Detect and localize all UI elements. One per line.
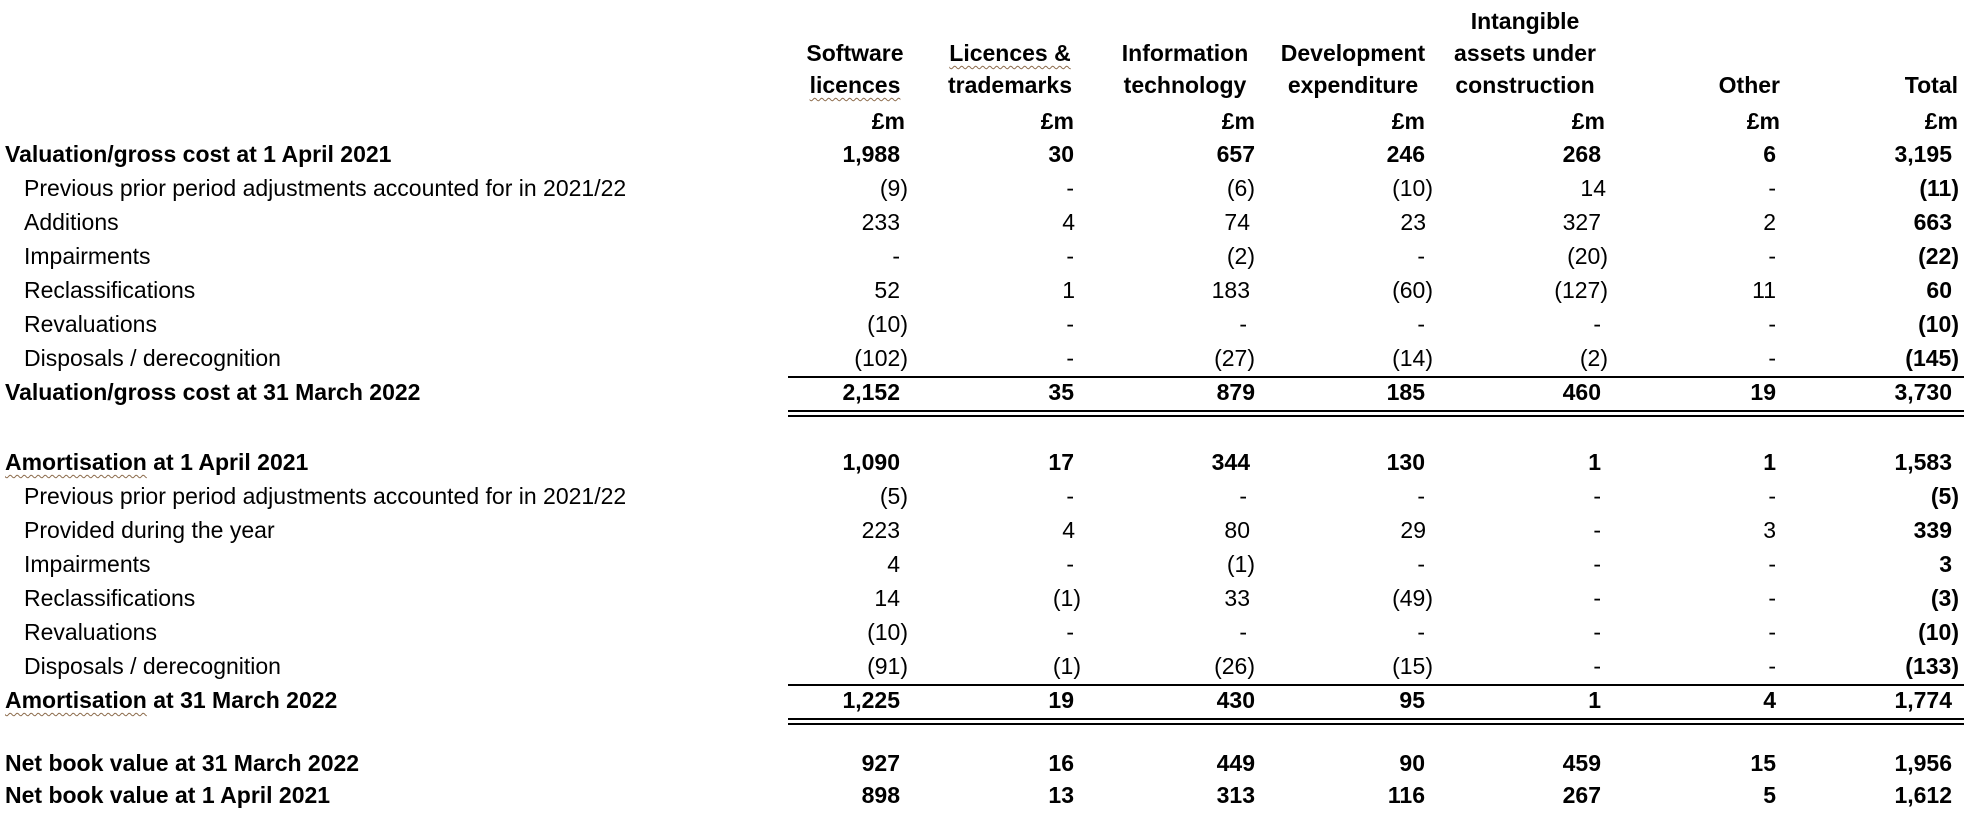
unit-iauc: £m <box>1571 108 1605 134</box>
cell-iauc: - <box>1593 585 1601 611</box>
row-label: Disposals / derecognition <box>24 345 281 371</box>
row-amortisation-revaluations <box>0 615 1966 649</box>
header-iauc-line1: Intangible <box>1470 8 1580 34</box>
row-amortisation-provided <box>0 513 1966 547</box>
cell-total: (5) <box>1930 483 1959 509</box>
cell-licences: 16 <box>1048 750 1074 776</box>
row-nbv-closing <box>0 746 1966 780</box>
cell-iauc: (127) <box>1554 277 1608 303</box>
cell-it: - <box>1239 483 1247 509</box>
cell-other: - <box>1768 483 1776 509</box>
cell-total: 663 <box>1913 209 1952 235</box>
row-label: Revaluations <box>24 311 157 337</box>
cell-total: 60 <box>1926 277 1952 303</box>
header-other: Other <box>1718 72 1780 98</box>
cell-licences: (1) <box>1052 585 1081 611</box>
cell-dev: 95 <box>1399 687 1425 713</box>
cell-other: 5 <box>1763 782 1776 808</box>
cell-total: 3,730 <box>1894 379 1952 405</box>
cell-total: 339 <box>1913 517 1952 543</box>
cell-other: 6 <box>1763 141 1776 167</box>
unit-total: £m <box>1924 108 1958 134</box>
row-amortisation-disposals <box>0 649 1966 683</box>
cell-total: (10) <box>1918 619 1959 645</box>
cell-iauc: 327 <box>1562 209 1601 235</box>
cell-iauc: - <box>1593 311 1601 337</box>
cell-software: 4 <box>887 551 900 577</box>
cell-licences: - <box>1066 243 1074 269</box>
cell-it: 449 <box>1216 750 1255 776</box>
cell-it: 879 <box>1216 379 1255 405</box>
cell-it: 74 <box>1224 209 1250 235</box>
cell-total: 1,583 <box>1894 449 1952 475</box>
cell-iauc: 1 <box>1588 687 1601 713</box>
row-label: Provided during the year <box>24 517 275 543</box>
cell-total: (10) <box>1918 311 1959 337</box>
cell-total: (22) <box>1918 243 1959 269</box>
row-amortisation-opening <box>0 445 1966 479</box>
header-intangible-assets <box>1440 5 1610 101</box>
cell-total: 1,612 <box>1894 782 1952 808</box>
cell-iauc: (20) <box>1567 243 1608 269</box>
cell-software: 233 <box>861 209 900 235</box>
cell-dev: 29 <box>1400 517 1426 543</box>
header-iauc-line2: assets under <box>1454 40 1596 66</box>
cell-total: 3,195 <box>1894 141 1952 167</box>
cell-software: - <box>892 243 900 269</box>
unit-licences: £m <box>1040 108 1074 134</box>
cell-iauc: - <box>1593 551 1601 577</box>
cell-total: (133) <box>1905 653 1959 679</box>
cell-total: (3) <box>1930 585 1959 611</box>
cell-dev: 116 <box>1387 782 1425 808</box>
row-label <box>5 445 308 479</box>
row-label: Net book value at 1 April 2021 <box>5 782 331 808</box>
cell-software: 1,225 <box>842 687 900 713</box>
cell-software: 927 <box>861 750 900 776</box>
header-total: Total <box>1904 72 1958 98</box>
cell-dev: 90 <box>1399 750 1425 776</box>
cell-dev: (49) <box>1392 585 1433 611</box>
row-label: Disposals / derecognition <box>24 653 281 679</box>
cell-other: 4 <box>1763 687 1776 713</box>
cell-software: 223 <box>861 517 900 543</box>
row-amortisation-closing <box>0 683 1966 717</box>
cell-dev: (15) <box>1392 653 1433 679</box>
row-label: Additions <box>24 209 119 235</box>
row-label: Net book value at 31 March 2022 <box>5 750 360 776</box>
cell-other: - <box>1768 653 1776 679</box>
cell-total: 3 <box>1939 551 1952 577</box>
cell-it: 313 <box>1216 782 1255 808</box>
cell-software: 1,090 <box>842 449 900 475</box>
cell-dev: 23 <box>1400 209 1426 235</box>
cell-licences: - <box>1066 551 1074 577</box>
cell-it: - <box>1239 619 1247 645</box>
row-valuation-reclassifications <box>0 273 1966 307</box>
header-dev-line1: Development <box>1280 40 1426 66</box>
amortisation-rest: at 31 March 2022 <box>146 687 338 713</box>
cell-iauc: 268 <box>1562 141 1601 167</box>
row-label: Impairments <box>24 243 151 269</box>
cell-software: 14 <box>874 585 900 611</box>
cell-software: (5) <box>879 483 908 509</box>
unit-it: £m <box>1221 108 1255 134</box>
row-nbv-opening <box>0 778 1966 812</box>
cell-it: (2) <box>1226 243 1255 269</box>
row-amortisation-prior-period <box>0 479 1966 513</box>
cell-software: (10) <box>867 619 908 645</box>
header-information-technology <box>1110 37 1260 101</box>
row-label: Impairments <box>24 551 151 577</box>
header-software-line1: Software <box>806 40 904 66</box>
cell-it: 344 <box>1211 449 1250 475</box>
row-amortisation-reclassifications <box>0 581 1966 615</box>
cell-licences: 13 <box>1048 782 1074 808</box>
cell-it: 657 <box>1216 141 1255 167</box>
cell-software: (10) <box>867 311 908 337</box>
cell-iauc: (2) <box>1579 345 1608 371</box>
cell-iauc: 459 <box>1562 750 1601 776</box>
cell-dev: - <box>1417 311 1425 337</box>
cell-it: 430 <box>1216 687 1255 713</box>
header-licences-line1: Licences & <box>949 40 1071 66</box>
cell-it: 33 <box>1224 585 1250 611</box>
cell-dev: (10) <box>1392 175 1433 201</box>
header-development-expenditure <box>1268 37 1438 101</box>
cell-other: 1 <box>1763 449 1776 475</box>
cell-software: 1,988 <box>842 141 900 167</box>
row-valuation-opening <box>0 137 1966 171</box>
cell-licences: - <box>1066 175 1074 201</box>
row-label: Previous prior period adjustments accounted for in 2021/22 <box>24 483 627 509</box>
header-it-line1: Information <box>1121 40 1249 66</box>
cell-licences: 35 <box>1048 379 1074 405</box>
cell-software: 898 <box>861 782 900 808</box>
row-label <box>5 683 337 717</box>
cell-other: - <box>1768 243 1776 269</box>
cell-dev: - <box>1417 551 1425 577</box>
row-label: Valuation/gross cost at 1 April 2021 <box>5 141 392 167</box>
cell-dev: (14) <box>1392 345 1433 371</box>
rule-valuation-total-2 <box>788 415 1964 417</box>
header-software-line2: licences <box>809 72 901 98</box>
cell-other: - <box>1768 619 1776 645</box>
cell-it: (6) <box>1226 175 1255 201</box>
row-valuation-disposals <box>0 341 1966 375</box>
cell-licences: 1 <box>1062 277 1075 303</box>
cell-iauc: 14 <box>1580 175 1606 201</box>
row-label: Previous prior period adjustments accounted for in 2021/22 <box>24 175 627 201</box>
unit-dev: £m <box>1391 108 1425 134</box>
cell-dev: - <box>1417 243 1425 269</box>
cell-dev: 246 <box>1386 141 1425 167</box>
header-licences-trademarks <box>935 37 1085 101</box>
row-valuation-revaluations <box>0 307 1966 341</box>
row-valuation-additions <box>0 205 1966 239</box>
cell-dev: - <box>1417 483 1425 509</box>
row-valuation-impairments <box>0 239 1966 273</box>
cell-licences: 4 <box>1062 209 1075 235</box>
cell-other: 19 <box>1750 379 1776 405</box>
cell-licences: 19 <box>1048 687 1074 713</box>
cell-it: (1) <box>1226 551 1255 577</box>
cell-dev: 130 <box>1386 449 1425 475</box>
cell-licences: (1) <box>1052 653 1081 679</box>
cell-it: (27) <box>1214 345 1255 371</box>
header-iauc-line3: construction <box>1455 72 1595 98</box>
cell-other: 11 <box>1752 277 1776 303</box>
cell-software: (102) <box>854 345 908 371</box>
cell-iauc: 460 <box>1562 379 1601 405</box>
cell-total: 1,956 <box>1894 750 1952 776</box>
rule-amortisation-total-2 <box>788 723 1964 725</box>
row-amortisation-impairments <box>0 547 1966 581</box>
cell-other: 15 <box>1750 750 1776 776</box>
cell-other: - <box>1768 175 1776 201</box>
cell-licences: - <box>1066 483 1074 509</box>
row-label: Revaluations <box>24 619 157 645</box>
unit-software: £m <box>871 108 905 134</box>
amortisation-word: Amortisation <box>5 687 147 713</box>
cell-dev: - <box>1417 619 1425 645</box>
cell-it: (26) <box>1214 653 1255 679</box>
cell-total: 1,774 <box>1894 687 1952 713</box>
cell-total: (145) <box>1905 345 1959 371</box>
cell-other: - <box>1768 345 1776 371</box>
unit-other: £m <box>1746 108 1780 134</box>
cell-other: 2 <box>1763 209 1776 235</box>
row-label: Reclassifications <box>24 277 196 303</box>
cell-other: - <box>1768 585 1776 611</box>
cell-licences: - <box>1066 619 1074 645</box>
cell-iauc: - <box>1593 619 1601 645</box>
cell-iauc: 267 <box>1562 782 1601 808</box>
cell-it: 80 <box>1224 517 1250 543</box>
cell-total: (11) <box>1919 175 1959 201</box>
cell-software: 2,152 <box>842 379 900 405</box>
rule-amortisation-total-1 <box>788 718 1964 720</box>
cell-licences: - <box>1066 311 1074 337</box>
cell-other: 3 <box>1763 517 1776 543</box>
header-it-line2: technology <box>1123 72 1247 98</box>
cell-iauc: 1 <box>1588 449 1601 475</box>
row-valuation-prior-period <box>0 171 1966 205</box>
cell-licences: 17 <box>1048 449 1074 475</box>
cell-licences: 30 <box>1048 141 1074 167</box>
header-software-licences <box>790 37 920 101</box>
amortisation-rest: at 1 April 2021 <box>146 449 309 475</box>
cell-iauc: - <box>1593 483 1601 509</box>
cell-licences: - <box>1066 345 1074 371</box>
cell-licences: 4 <box>1062 517 1075 543</box>
header-dev-line2: expenditure <box>1287 72 1419 98</box>
cell-iauc: - <box>1593 517 1601 543</box>
cell-it: 183 <box>1211 277 1250 303</box>
header-licences-line2: trademarks <box>947 72 1073 98</box>
row-valuation-closing <box>0 375 1966 409</box>
cell-software: (91) <box>867 653 908 679</box>
amortisation-word: Amortisation <box>5 449 147 475</box>
cell-other: - <box>1768 311 1776 337</box>
row-label: Valuation/gross cost at 31 March 2022 <box>5 379 421 405</box>
cell-other: - <box>1768 551 1776 577</box>
rule-valuation-total-1 <box>788 410 1964 412</box>
cell-iauc: - <box>1593 653 1601 679</box>
cell-dev: (60) <box>1392 277 1433 303</box>
cell-software: (9) <box>879 175 908 201</box>
cell-it: - <box>1239 311 1247 337</box>
cell-dev: 185 <box>1386 379 1425 405</box>
cell-software: 52 <box>874 277 900 303</box>
row-label: Reclassifications <box>24 585 196 611</box>
